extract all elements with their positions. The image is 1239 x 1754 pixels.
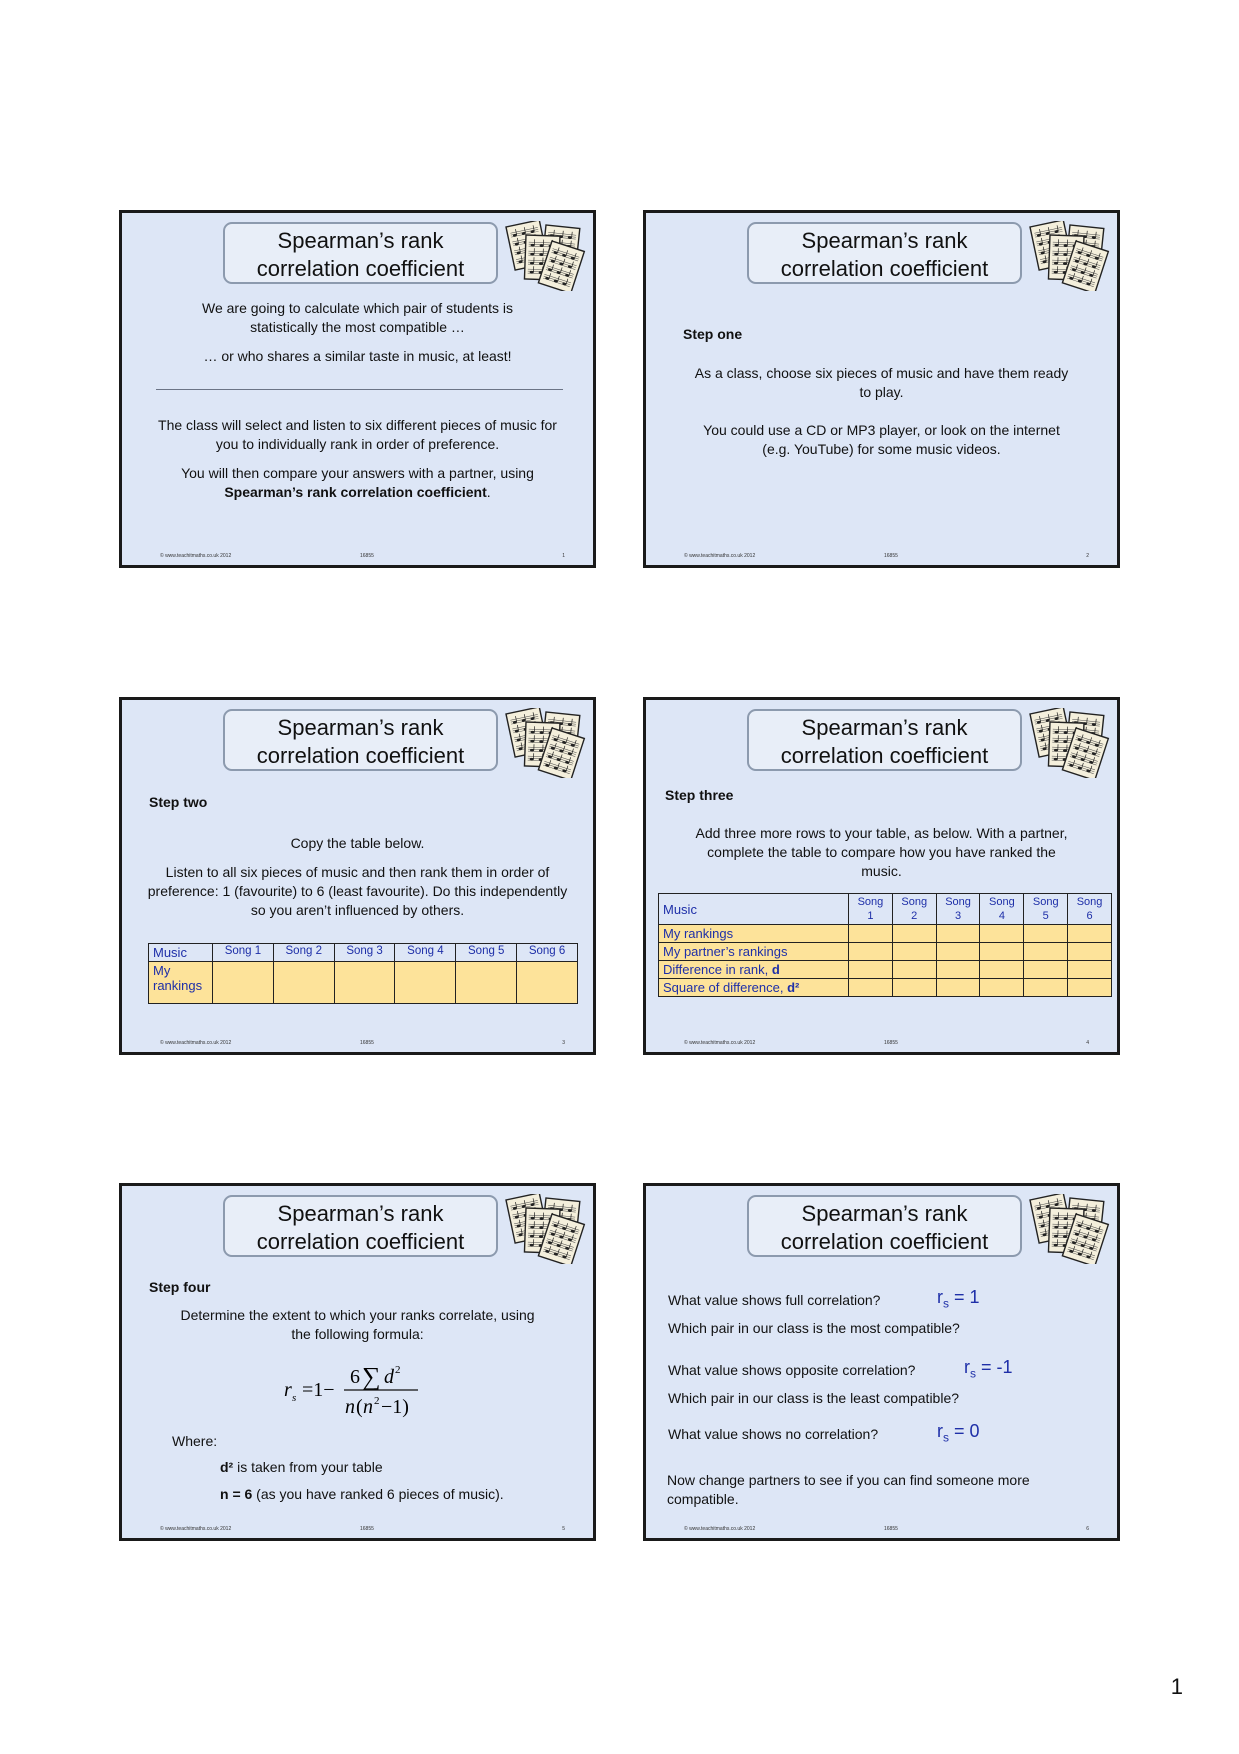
- table-row: [659, 894, 1112, 925]
- slide-2: [643, 210, 1120, 568]
- table-cell: [1068, 961, 1112, 979]
- step-heading: Step four: [149, 1279, 211, 1295]
- slide-4: [643, 697, 1120, 1055]
- table-row: [659, 943, 1112, 961]
- question-2: Which pair in our class is the most compatible?: [668, 1320, 960, 1336]
- song-header: Song 2: [273, 944, 334, 962]
- sheet-music-icon: [502, 708, 592, 778]
- table-cell: [892, 979, 936, 997]
- svg-text:−1): −1): [381, 1396, 409, 1418]
- song-header: Song 5: [456, 944, 517, 962]
- svg-text:2: 2: [374, 1395, 380, 1407]
- slide-3: [119, 697, 596, 1055]
- svg-text:(: (: [356, 1396, 363, 1418]
- svg-text:6: 6: [350, 1366, 360, 1388]
- table-row: [149, 944, 578, 962]
- table-cell: [980, 961, 1024, 979]
- table-cell: [849, 961, 893, 979]
- table-row: [659, 925, 1112, 943]
- ranking-cell: [395, 962, 456, 1004]
- svg-text:d: d: [384, 1366, 394, 1388]
- ranking-cell: [213, 962, 274, 1004]
- page-number: 1: [1170, 1674, 1183, 1699]
- row-label-my-rankings: My rankings: [659, 925, 849, 943]
- table-cell: [936, 961, 980, 979]
- song-header: Song 6: [1068, 894, 1112, 925]
- question-1: What value shows full correlation?: [668, 1292, 881, 1308]
- slide-title: Spearman’s rank correlation coefficient: [223, 222, 498, 284]
- slide-footer: © www.teachitmaths.co.uk 2012 16855 3: [160, 1040, 565, 1046]
- comparison-table: [658, 893, 1112, 997]
- table-cell: [980, 925, 1024, 943]
- question-3: What value shows opposite correlation?: [668, 1362, 916, 1378]
- step-text: Determine the extent to which your ranks correlate, using the following formula:: [180, 1307, 535, 1342]
- sheet-music-icon: [502, 1194, 592, 1264]
- ranking-table: [148, 943, 578, 1004]
- slide-title: Spearman’s rank correlation coefficient: [747, 1195, 1022, 1257]
- song-header: Song 5: [1024, 894, 1068, 925]
- ranking-cell: [517, 962, 578, 1004]
- question-5: What value shows no correlation?: [668, 1426, 879, 1442]
- ranking-cell: [456, 962, 517, 1004]
- row-label-difference: Difference in rank, d: [659, 961, 849, 979]
- song-header: Song 3: [334, 944, 395, 962]
- table-cell: [980, 979, 1024, 997]
- table-cell: [1024, 979, 1068, 997]
- where-label: Where:: [172, 1433, 218, 1449]
- divider: [156, 389, 563, 390]
- table-cell: [892, 961, 936, 979]
- song-header: Song 4: [395, 944, 456, 962]
- table-cell: [936, 979, 980, 997]
- row-label-partner-rankings: My partner’s rankings: [659, 943, 849, 961]
- slide-title: Spearman’s rank correlation coefficient: [223, 1195, 498, 1257]
- table-cell: [1024, 925, 1068, 943]
- sheet-music-icon: [502, 221, 592, 291]
- row-label-square-difference: Square of difference, d²: [659, 979, 849, 997]
- sheet-music-icon: [1026, 708, 1116, 778]
- svg-text:r: r: [284, 1379, 292, 1401]
- slide-footer: © www.teachitmaths.co.uk 2012 16855 6: [684, 1526, 1089, 1532]
- spearman-formula: [284, 1356, 424, 1426]
- table-cell: [849, 943, 893, 961]
- song-header: Song 1: [213, 944, 274, 962]
- table-cell: [1068, 925, 1112, 943]
- slide-6: [643, 1183, 1120, 1541]
- ranking-cell: [273, 962, 334, 1004]
- step-text: As a class, choose six pieces of music and have them ready to play.: [694, 365, 1069, 400]
- step-text-2: Listen to all six pieces of music and then rank them in order of preference: 1 (favourite) to 6 (least favourite). Do this independently so you aren’t influenced by others.: [147, 864, 568, 918]
- step-heading: Step three: [665, 787, 734, 803]
- step-heading: Step two: [149, 794, 208, 810]
- sheet-music-icon: [1026, 1194, 1116, 1264]
- table-cell: [849, 925, 893, 943]
- slide-footer: © www.teachitmaths.co.uk 2012 16855 1: [160, 553, 565, 559]
- slide-title: Spearman’s rank correlation coefficient: [747, 709, 1022, 771]
- table-header-music: Music: [149, 944, 213, 962]
- intro-text: We are going to calculate which pair of students is statistically the most compatible …: [201, 300, 514, 335]
- step-text-2: You could use a CD or MP3 player, or look on the internet (e.g. YouTube) for some music videos.: [703, 422, 1060, 457]
- svg-text:∑: ∑: [362, 1362, 381, 1391]
- table-cell: [849, 979, 893, 997]
- question-4: Which pair in our class is the least compatible?: [668, 1390, 960, 1406]
- where-d-squared: d² is taken from your table: [220, 1459, 383, 1475]
- step-heading: Step one: [683, 326, 743, 342]
- step-text: Add three more rows to your table, as below. With a partner, complete the table to compare how you have ranked the music.: [695, 825, 1068, 879]
- closing-text: Now change partners to see if you can find someone more compatible.: [667, 1472, 1030, 1507]
- slide-title: Spearman’s rank correlation coefficient: [223, 709, 498, 771]
- song-header: Song 3: [936, 894, 980, 925]
- table-row: [659, 979, 1112, 997]
- svg-text:n: n: [345, 1396, 355, 1418]
- slide-footer: © www.teachitmaths.co.uk 2012 16855 4: [684, 1040, 1089, 1046]
- slide-5: [119, 1183, 596, 1541]
- slide-1: [119, 210, 596, 568]
- sheet-music-icon: [1026, 221, 1116, 291]
- table-cell: [1068, 979, 1112, 997]
- svg-text:n: n: [363, 1396, 373, 1418]
- table-cell: [936, 943, 980, 961]
- table-cell: [1024, 961, 1068, 979]
- table-cell: [1068, 943, 1112, 961]
- instructions-text: The class will select and listen to six different pieces of music for you to individually rank in order of preference.: [158, 417, 557, 452]
- intro-text-2: … or who shares a similar taste in music, at least!: [203, 348, 512, 364]
- song-header: Song 2: [892, 894, 936, 925]
- slide-footer: © www.teachitmaths.co.uk 2012 16855 2: [684, 553, 1089, 559]
- instructions-text-2: You will then compare your answers with a partner, using Spearman’s rank correlation coefficient.: [181, 465, 534, 500]
- svg-text:s: s: [292, 1392, 297, 1404]
- song-header: Song 1: [849, 894, 893, 925]
- answer-3: $r_s = -1$: [964, 1357, 1013, 1381]
- table-header-music: Music: [659, 894, 849, 925]
- answer-5: $r_s = 0$: [937, 1421, 980, 1445]
- table-row: [659, 961, 1112, 979]
- row-label-my-rankings: My rankings: [149, 962, 213, 1004]
- where-n: n = 6 (as you have ranked 6 pieces of music).: [220, 1486, 504, 1502]
- slide-title: Spearman’s rank correlation coefficient: [747, 222, 1022, 284]
- answer-1: $r_s = 1$: [937, 1287, 980, 1311]
- svg-text:=1−: =1−: [302, 1379, 335, 1401]
- slide-footer: © www.teachitmaths.co.uk 2012 16855 5: [160, 1526, 565, 1532]
- table-row: [149, 962, 578, 1004]
- table-cell: [892, 943, 936, 961]
- table-cell: [892, 925, 936, 943]
- table-cell: [980, 943, 1024, 961]
- song-header: Song 4: [980, 894, 1024, 925]
- table-cell: [936, 925, 980, 943]
- table-cell: [1024, 943, 1068, 961]
- svg-text:2: 2: [395, 1364, 401, 1376]
- song-header: Song 6: [517, 944, 578, 962]
- step-text: Copy the table below.: [290, 835, 425, 851]
- ranking-cell: [334, 962, 395, 1004]
